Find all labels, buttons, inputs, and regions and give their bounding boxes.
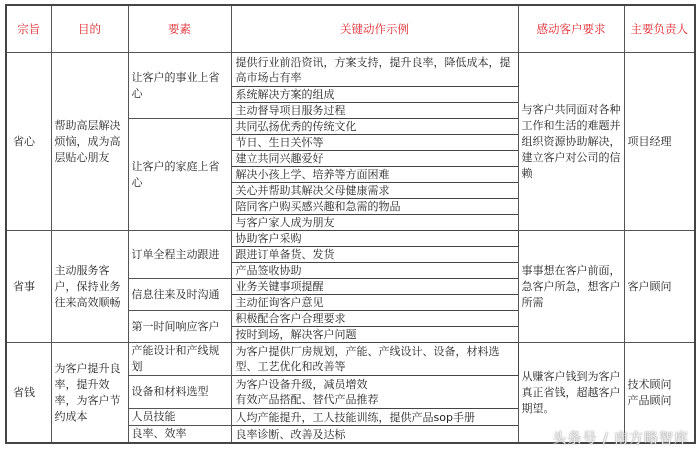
customer-service-table xyxy=(5,4,696,444)
action-cell: 提供行业前沿资讯，方案支持，提升良率，降低成本，提高市场占有率 xyxy=(231,53,518,87)
header-key-actions: 关键动作示例 xyxy=(231,5,518,53)
action-cell: 协助客户采购 xyxy=(231,231,518,247)
purpose-cell: 主动服务客户，保持业务往来高效顺畅 xyxy=(51,231,128,343)
action-cell: 关心并帮助其解决父母健康需求 xyxy=(231,183,518,199)
header-principle: 宗旨 xyxy=(6,5,51,53)
table-row xyxy=(6,53,695,87)
purpose-cell: 帮助高层解决烦恼，成为高层贴心朋友 xyxy=(51,53,128,231)
owner-line: 产品顾问 xyxy=(627,393,672,407)
header-purpose: 目的 xyxy=(51,5,128,53)
table-row xyxy=(6,343,695,376)
element-cell: 人员技能 xyxy=(128,409,231,426)
action-cell: 陪同客户购买感兴趣和急需的物品 xyxy=(231,199,518,215)
element-cell: 信息往来及时沟通 xyxy=(128,279,231,311)
owner-line: 技术顾问 xyxy=(627,377,672,391)
principle-cell: 省钱 xyxy=(6,343,51,444)
action-cell: 为客户提供厂房规划，产能、产线设计、设备，材料选型、工艺优化和改善等 xyxy=(231,343,518,376)
action-cell: 按时到场，解决客户问题 xyxy=(231,327,518,343)
header-row xyxy=(6,5,695,53)
action-cell: 良率诊断、改善及达标 xyxy=(231,426,518,444)
header-owner: 主要负责人 xyxy=(624,5,695,53)
action-cell: 跟进订单备货、发货 xyxy=(231,247,518,263)
header-elements: 要素 xyxy=(128,5,231,53)
element-cell: 第一时间响应客户 xyxy=(128,311,231,343)
element-cell: 良率、效率 xyxy=(128,426,231,444)
requirement-cell: 从赚客户钱到为客户真正省钱，超越客户期望。 xyxy=(518,343,624,444)
principle-cell: 省事 xyxy=(6,231,51,343)
action-cell: 建立共同兴趣爱好 xyxy=(231,151,518,167)
table-wrapper xyxy=(5,4,696,444)
requirement-cell: 与客户共同面对各种工作和生活的难题并组织资源协助解决，建立客户对公司的信赖 xyxy=(518,53,624,231)
requirement-cell: 事事想在客户前面，急客户所急，想客户所需 xyxy=(518,231,624,343)
element-cell: 产能设计和产线规划 xyxy=(128,343,231,376)
element-cell: 让客户的家庭上省心 xyxy=(128,119,231,231)
element-cell: 订单全程主动跟进 xyxy=(128,231,231,279)
watermark: 头条号 / 南方略智库 xyxy=(552,431,689,447)
action-cell: 共同弘扬优秀的传统文化 xyxy=(231,119,518,135)
action-line: 为客户设备升级，减员增效 xyxy=(235,378,368,391)
purpose-cell: 为客户提升良率，提升效率，为客户节约成本 xyxy=(51,343,128,444)
action-cell: 与客户家人成为朋友 xyxy=(231,215,518,231)
action-cell: 主动督导项目服务过程 xyxy=(231,103,518,119)
principle-cell: 省心 xyxy=(6,53,51,231)
action-cell: 系统解决方案的组成 xyxy=(231,87,518,103)
element-cell: 让客户的事业上省心 xyxy=(128,53,231,119)
action-cell: 节日、生日关怀等 xyxy=(231,135,518,151)
action-cell: 积极配合客户合理要求 xyxy=(231,311,518,327)
action-cell: 业务关键事项提醒 xyxy=(231,279,518,295)
header-requirement: 感动客户要求 xyxy=(518,5,624,53)
action-cell: 人均产能提升，工人技能训练，提供产品sop手册 xyxy=(231,409,518,426)
action-cell: 解决小孩上学、培养等方面困难 xyxy=(231,167,518,183)
element-cell: 设备和材料选型 xyxy=(128,376,231,409)
owner-cell: 项目经理 xyxy=(624,53,695,231)
action-cell: 产品签收协助 xyxy=(231,263,518,279)
owner-cell: 客户顾问 xyxy=(624,231,695,343)
action-cell xyxy=(231,376,518,409)
table-row xyxy=(6,231,695,247)
action-line: 有效产品搭配、替代产品推荐 xyxy=(235,393,379,406)
action-cell: 主动征询客户意见 xyxy=(231,295,518,311)
